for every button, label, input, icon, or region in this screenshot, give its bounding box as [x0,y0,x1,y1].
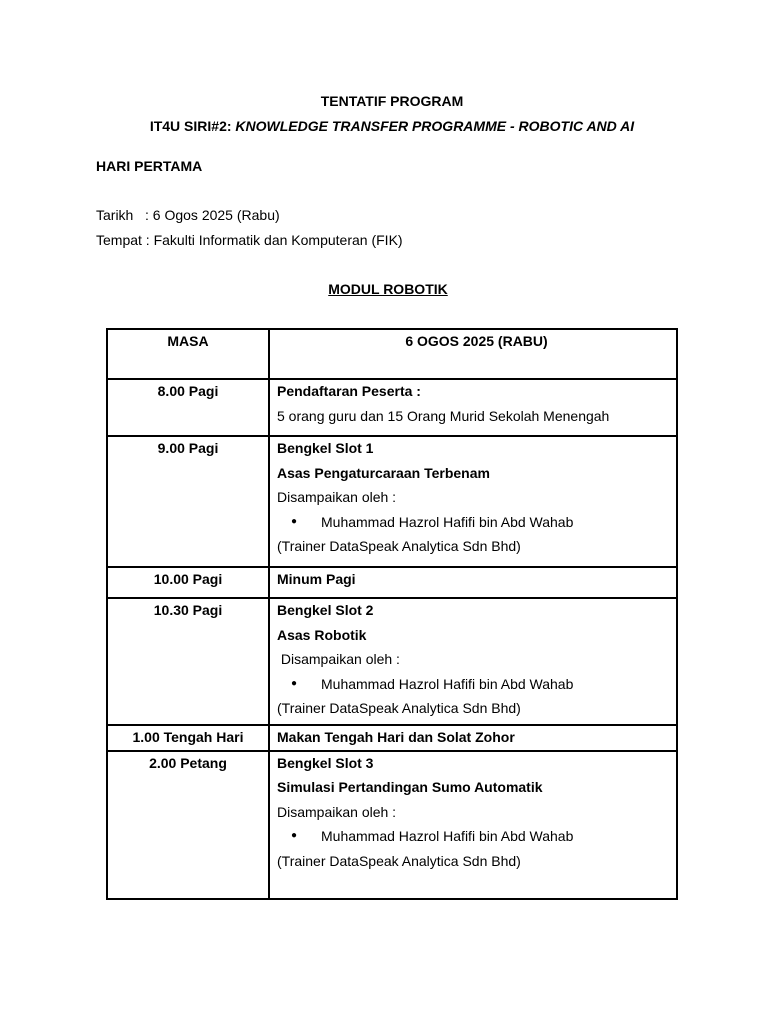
time-label: 2.00 Petang [149,754,227,771]
time-cell [107,751,269,899]
subtitle-prefix: IT4U SIRI#2: [149,118,236,134]
table-row [107,379,677,436]
activity-title: Pendaftaran Peserta : [277,383,421,399]
presented-by-label: Disampaikan oleh : [277,489,397,505]
activity-cell [269,379,677,436]
activity-cell [269,751,677,899]
activity-subtitle: Asas Robotik [277,626,367,643]
day-heading: HARI PERTAMA [96,158,203,174]
table-row [107,567,677,598]
activity-title: Bengkel Slot 2 [277,602,374,618]
activity-subtitle: Simulasi Pertandingan Sumo Automatik [277,779,543,795]
speaker-name: Muhammad Hazrol Hafifi bin Abd Wahab [321,513,574,530]
activity-title: Makan Tengah Hari dan Solat Zohor [277,728,515,745]
time-cell [107,379,269,436]
header-time-label: MASA [167,333,209,349]
module-title: MODUL ROBOTIK [328,281,448,297]
date-line: Tarikh : 6 Ogos 2025 (Rabu) [96,207,280,223]
time-cell [107,567,269,598]
speaker-affiliation: (Trainer DataSpeak Analytica Sdn Bhd) [277,852,521,869]
activity-detail: 5 orang guru dan 15 Orang Murid Sekolah Menengah [277,407,610,424]
table-header-row [107,329,677,379]
bullet-icon: ● [291,515,298,527]
activity-cell [269,436,677,567]
document-title: TENTATIF PROGRAM [320,93,464,109]
time-label: 10.00 Pagi [153,571,223,587]
header-cell-time [107,329,269,379]
speaker-name: Muhammad Hazrol Hafifi bin Abd Wahab [321,828,574,844]
table-row [107,725,677,751]
header-cell-date [269,329,677,379]
time-label: 9.00 Pagi [157,440,219,456]
speaker-name: Muhammad Hazrol Hafifi bin Abd Wahab [321,675,574,692]
table-row [107,598,677,725]
time-label: 10.30 Pagi [153,602,223,618]
time-cell [107,436,269,567]
table-row [107,751,677,899]
time-label: 8.00 Pagi [157,383,219,399]
activity-cell [269,725,677,751]
header-date-label: 6 OGOS 2025 (RABU) [405,333,548,349]
schedule-table [106,328,678,900]
activity-cell [269,567,677,598]
time-label: 1.00 Tengah Hari [132,728,244,745]
activity-title: Bengkel Slot 3 [277,754,374,771]
speaker-affiliation: (Trainer DataSpeak Analytica Sdn Bhd) [277,700,521,716]
speaker-list-item [277,513,676,538]
activity-title: Bengkel Slot 1 [277,440,374,456]
bullet-icon: ● [291,677,298,689]
bullet-icon: ● [291,830,298,841]
activity-title: Minum Pagi [277,571,356,587]
activity-cell [269,598,677,725]
time-cell [107,725,269,751]
document-subtitle [8,117,768,135]
speaker-list-item [277,827,676,852]
activity-subtitle: Asas Pengaturcaraan Terbenam [277,464,490,481]
time-cell [107,598,269,725]
presented-by-label: Disampaikan oleh : [277,803,397,820]
speaker-list-item [277,675,676,700]
presented-by-label: Disampaikan oleh : [277,651,400,667]
table-row [107,436,677,567]
speaker-affiliation: (Trainer DataSpeak Analytica Sdn Bhd) [277,538,521,554]
subtitle-programme-name: KNOWLEDGE TRANSFER PROGRAMME - ROBOTIC AND AI [235,118,635,134]
venue-line: Tempat : Fakulti Informatik dan Komputeran (FIK) [96,232,403,248]
